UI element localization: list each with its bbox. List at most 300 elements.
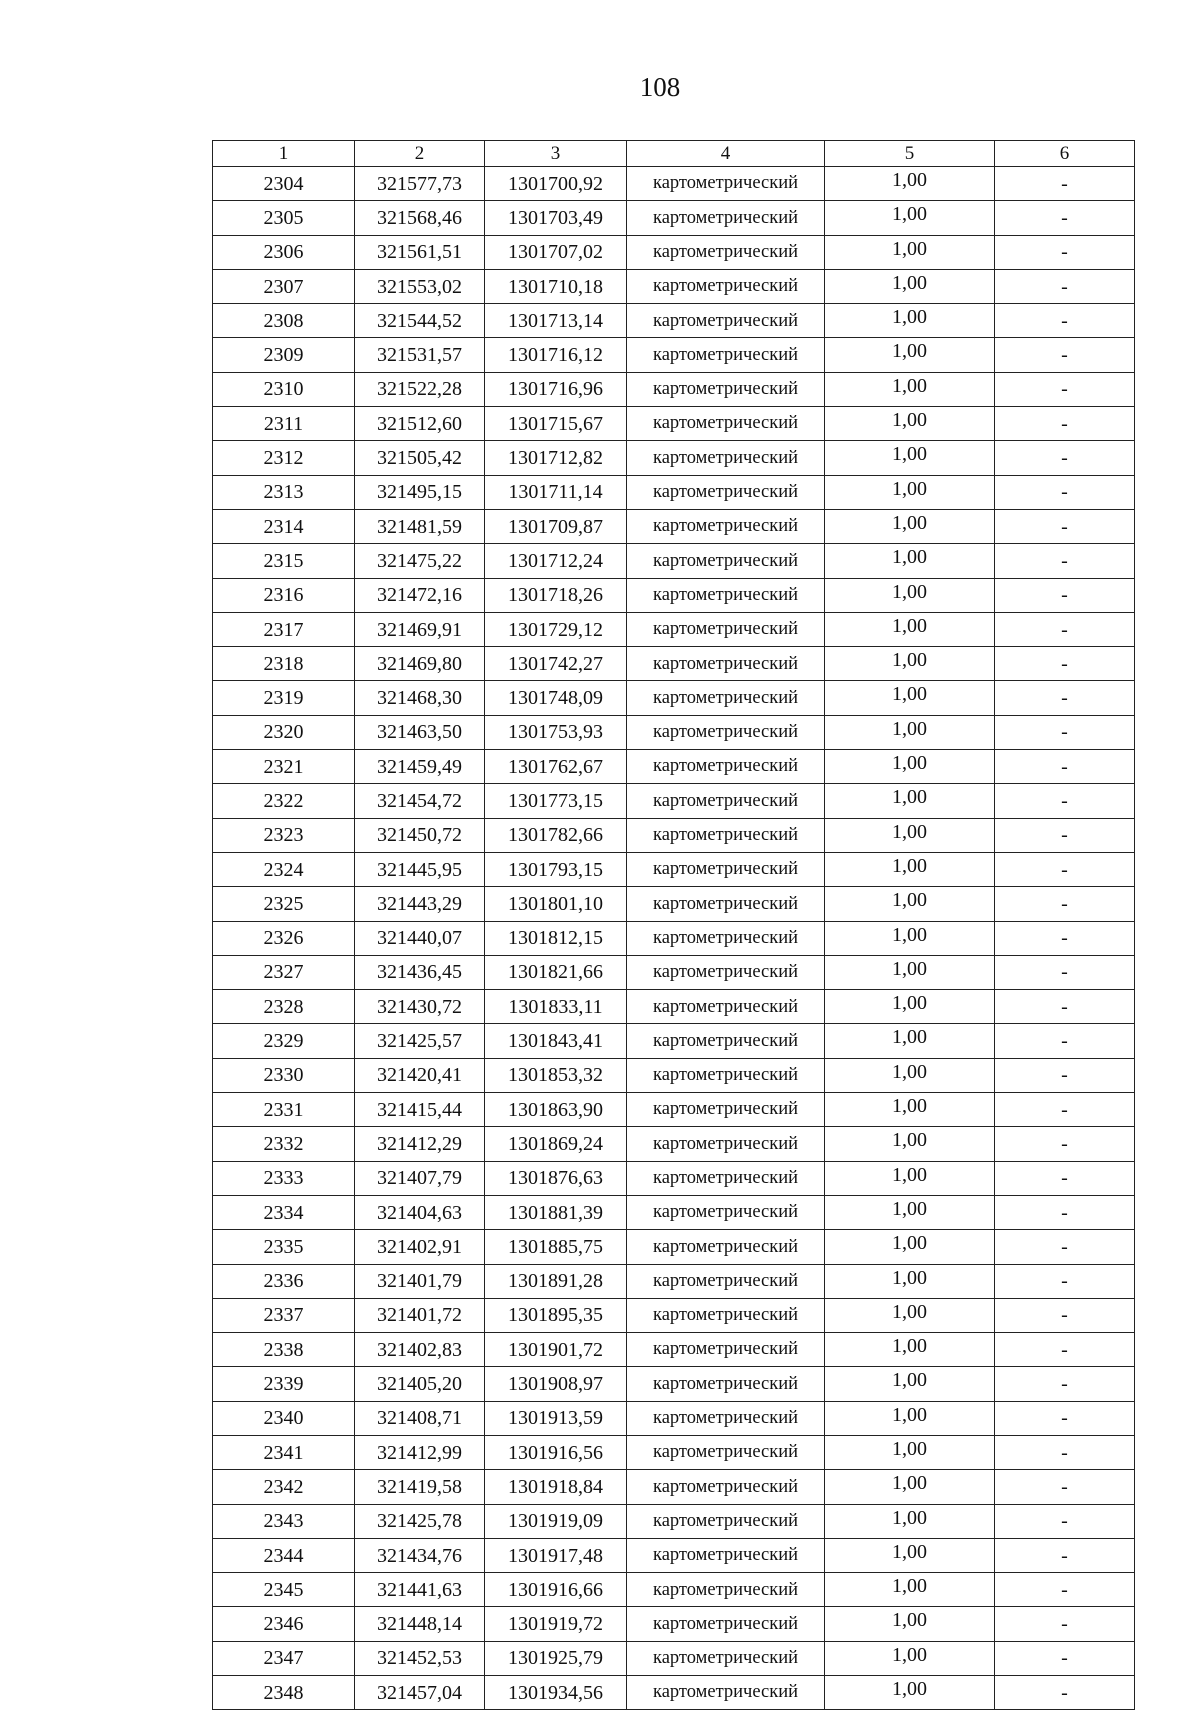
y-coordinate-cell: 1301716,12 — [485, 338, 627, 372]
table-row — [213, 338, 1135, 372]
table-row — [213, 647, 1135, 681]
point-number-cell: 2329 — [213, 1024, 355, 1058]
y-coordinate-cell: 1301901,72 — [485, 1333, 627, 1367]
y-coordinate-cell: 1301718,26 — [485, 578, 627, 612]
y-coordinate-cell: 1301913,59 — [485, 1401, 627, 1435]
precision-cell: 1,00 — [825, 1607, 995, 1641]
note-cell: - — [995, 1161, 1135, 1195]
x-coordinate-cell: 321434,76 — [355, 1538, 485, 1572]
note-cell: - — [995, 1058, 1135, 1092]
precision-cell: 1,00 — [825, 1676, 995, 1710]
table-row — [213, 955, 1135, 989]
table-row — [213, 1264, 1135, 1298]
note-cell: - — [995, 1024, 1135, 1058]
point-number-cell: 2315 — [213, 544, 355, 578]
table-body — [213, 167, 1135, 1710]
column-header-1: 1 — [213, 141, 355, 167]
method-cell: картометрический — [627, 235, 825, 269]
method-cell: картометрический — [627, 1298, 825, 1332]
method-cell: картометрический — [627, 818, 825, 852]
note-cell: - — [995, 544, 1135, 578]
table-row — [213, 750, 1135, 784]
precision-cell: 1,00 — [825, 235, 995, 269]
point-number-cell: 2327 — [213, 955, 355, 989]
point-number-cell: 2325 — [213, 887, 355, 921]
method-cell: картометрический — [627, 578, 825, 612]
note-cell: - — [995, 955, 1135, 989]
precision-cell: 1,00 — [825, 715, 995, 749]
note-cell: - — [995, 1401, 1135, 1435]
precision-cell: 1,00 — [825, 372, 995, 406]
note-cell: - — [995, 1573, 1135, 1607]
precision-cell: 1,00 — [825, 1024, 995, 1058]
precision-cell: 1,00 — [825, 681, 995, 715]
table-row — [213, 612, 1135, 646]
y-coordinate-cell: 1301881,39 — [485, 1195, 627, 1229]
table-row — [213, 509, 1135, 543]
y-coordinate-cell: 1301712,82 — [485, 441, 627, 475]
x-coordinate-cell: 321408,71 — [355, 1401, 485, 1435]
note-cell: - — [995, 407, 1135, 441]
table-row — [213, 1504, 1135, 1538]
y-coordinate-cell: 1301863,90 — [485, 1093, 627, 1127]
precision-cell: 1,00 — [825, 1127, 995, 1161]
y-coordinate-cell: 1301876,63 — [485, 1161, 627, 1195]
x-coordinate-cell: 321505,42 — [355, 441, 485, 475]
y-coordinate-cell: 1301707,02 — [485, 235, 627, 269]
table-row — [213, 852, 1135, 886]
method-cell: картометрический — [627, 1676, 825, 1710]
coordinates-table — [212, 140, 1135, 1710]
note-cell: - — [995, 1538, 1135, 1572]
table-row — [213, 1127, 1135, 1161]
x-coordinate-cell: 321457,04 — [355, 1676, 485, 1710]
point-number-cell: 2317 — [213, 612, 355, 646]
table-row — [213, 407, 1135, 441]
point-number-cell: 2310 — [213, 372, 355, 406]
note-cell: - — [995, 1367, 1135, 1401]
y-coordinate-cell: 1301895,35 — [485, 1298, 627, 1332]
note-cell: - — [995, 1230, 1135, 1264]
method-cell: картометрический — [627, 647, 825, 681]
note-cell: - — [995, 852, 1135, 886]
y-coordinate-cell: 1301710,18 — [485, 269, 627, 303]
table-row — [213, 990, 1135, 1024]
method-cell: картометрический — [627, 852, 825, 886]
note-cell: - — [995, 1127, 1135, 1161]
method-cell: картометрический — [627, 1333, 825, 1367]
x-coordinate-cell: 321412,29 — [355, 1127, 485, 1161]
column-header-5: 5 — [825, 141, 995, 167]
note-cell: - — [995, 921, 1135, 955]
note-cell: - — [995, 1435, 1135, 1469]
precision-cell: 1,00 — [825, 921, 995, 955]
point-number-cell: 2330 — [213, 1058, 355, 1092]
point-number-cell: 2337 — [213, 1298, 355, 1332]
y-coordinate-cell: 1301891,28 — [485, 1264, 627, 1298]
table-row — [213, 544, 1135, 578]
y-coordinate-cell: 1301703,49 — [485, 201, 627, 235]
x-coordinate-cell: 321463,50 — [355, 715, 485, 749]
point-number-cell: 2307 — [213, 269, 355, 303]
table-row — [213, 578, 1135, 612]
note-cell: - — [995, 1264, 1135, 1298]
y-coordinate-cell: 1301782,66 — [485, 818, 627, 852]
note-cell: - — [995, 1641, 1135, 1675]
method-cell: картометрический — [627, 1504, 825, 1538]
point-number-cell: 2328 — [213, 990, 355, 1024]
y-coordinate-cell: 1301793,15 — [485, 852, 627, 886]
precision-cell: 1,00 — [825, 784, 995, 818]
point-number-cell: 2347 — [213, 1641, 355, 1675]
x-coordinate-cell: 321450,72 — [355, 818, 485, 852]
x-coordinate-cell: 321561,51 — [355, 235, 485, 269]
x-coordinate-cell: 321407,79 — [355, 1161, 485, 1195]
method-cell: картометрический — [627, 1230, 825, 1264]
table-row — [213, 784, 1135, 818]
table-row — [213, 1333, 1135, 1367]
precision-cell: 1,00 — [825, 955, 995, 989]
y-coordinate-cell: 1301908,97 — [485, 1367, 627, 1401]
precision-cell: 1,00 — [825, 1573, 995, 1607]
x-coordinate-cell: 321469,80 — [355, 647, 485, 681]
x-coordinate-cell: 321401,72 — [355, 1298, 485, 1332]
x-coordinate-cell: 321481,59 — [355, 509, 485, 543]
y-coordinate-cell: 1301729,12 — [485, 612, 627, 646]
x-coordinate-cell: 321472,16 — [355, 578, 485, 612]
table-row — [213, 475, 1135, 509]
note-cell: - — [995, 1195, 1135, 1229]
point-number-cell: 2332 — [213, 1127, 355, 1161]
x-coordinate-cell: 321440,07 — [355, 921, 485, 955]
point-number-cell: 2319 — [213, 681, 355, 715]
method-cell: картометрический — [627, 715, 825, 749]
precision-cell: 1,00 — [825, 304, 995, 338]
note-cell: - — [995, 715, 1135, 749]
note-cell: - — [995, 509, 1135, 543]
table-row — [213, 1470, 1135, 1504]
y-coordinate-cell: 1301709,87 — [485, 509, 627, 543]
note-cell: - — [995, 990, 1135, 1024]
note-cell: - — [995, 1333, 1135, 1367]
note-cell: - — [995, 1298, 1135, 1332]
x-coordinate-cell: 321404,63 — [355, 1195, 485, 1229]
point-number-cell: 2346 — [213, 1607, 355, 1641]
precision-cell: 1,00 — [825, 647, 995, 681]
x-coordinate-cell: 321402,83 — [355, 1333, 485, 1367]
method-cell: картометрический — [627, 338, 825, 372]
method-cell: картометрический — [627, 201, 825, 235]
column-header-2: 2 — [355, 141, 485, 167]
y-coordinate-cell: 1301716,96 — [485, 372, 627, 406]
precision-cell: 1,00 — [825, 407, 995, 441]
precision-cell: 1,00 — [825, 1367, 995, 1401]
column-header-4: 4 — [627, 141, 825, 167]
table-row — [213, 1298, 1135, 1332]
point-number-cell: 2323 — [213, 818, 355, 852]
table-row — [213, 1024, 1135, 1058]
x-coordinate-cell: 321452,53 — [355, 1641, 485, 1675]
x-coordinate-cell: 321425,78 — [355, 1504, 485, 1538]
method-cell: картометрический — [627, 1161, 825, 1195]
method-cell: картометрический — [627, 1573, 825, 1607]
point-number-cell: 2336 — [213, 1264, 355, 1298]
precision-cell: 1,00 — [825, 578, 995, 612]
note-cell: - — [995, 681, 1135, 715]
x-coordinate-cell: 321469,91 — [355, 612, 485, 646]
table-row — [213, 441, 1135, 475]
y-coordinate-cell: 1301916,56 — [485, 1435, 627, 1469]
point-number-cell: 2322 — [213, 784, 355, 818]
note-cell: - — [995, 578, 1135, 612]
point-number-cell: 2309 — [213, 338, 355, 372]
method-cell: картометрический — [627, 990, 825, 1024]
table-row — [213, 201, 1135, 235]
note-cell: - — [995, 1676, 1135, 1710]
page-number: 108 — [639, 72, 681, 102]
method-cell: картометрический — [627, 1367, 825, 1401]
y-coordinate-cell: 1301919,09 — [485, 1504, 627, 1538]
point-number-cell: 2316 — [213, 578, 355, 612]
x-coordinate-cell: 321405,20 — [355, 1367, 485, 1401]
point-number-cell: 2344 — [213, 1538, 355, 1572]
y-coordinate-cell: 1301742,27 — [485, 647, 627, 681]
table-row — [213, 1058, 1135, 1092]
table-row — [213, 1607, 1135, 1641]
method-cell: картометрический — [627, 1024, 825, 1058]
method-cell: картометрический — [627, 1435, 825, 1469]
x-coordinate-cell: 321412,99 — [355, 1435, 485, 1469]
precision-cell: 1,00 — [825, 1333, 995, 1367]
method-cell: картометрический — [627, 1127, 825, 1161]
point-number-cell: 2312 — [213, 441, 355, 475]
x-coordinate-cell: 321430,72 — [355, 990, 485, 1024]
x-coordinate-cell: 321454,72 — [355, 784, 485, 818]
y-coordinate-cell: 1301925,79 — [485, 1641, 627, 1675]
point-number-cell: 2314 — [213, 509, 355, 543]
note-cell: - — [995, 269, 1135, 303]
precision-cell: 1,00 — [825, 1264, 995, 1298]
table-row — [213, 269, 1135, 303]
y-coordinate-cell: 1301801,10 — [485, 887, 627, 921]
point-number-cell: 2341 — [213, 1435, 355, 1469]
x-coordinate-cell: 321445,95 — [355, 852, 485, 886]
x-coordinate-cell: 321401,79 — [355, 1264, 485, 1298]
x-coordinate-cell: 321448,14 — [355, 1607, 485, 1641]
precision-cell: 1,00 — [825, 1058, 995, 1092]
precision-cell: 1,00 — [825, 1195, 995, 1229]
y-coordinate-cell: 1301917,48 — [485, 1538, 627, 1572]
y-coordinate-cell: 1301833,11 — [485, 990, 627, 1024]
point-number-cell: 2345 — [213, 1573, 355, 1607]
note-cell: - — [995, 1504, 1135, 1538]
table-row — [213, 1538, 1135, 1572]
table-row — [213, 818, 1135, 852]
precision-cell: 1,00 — [825, 990, 995, 1024]
note-cell: - — [995, 1093, 1135, 1127]
point-number-cell: 2338 — [213, 1333, 355, 1367]
y-coordinate-cell: 1301715,67 — [485, 407, 627, 441]
y-coordinate-cell: 1301713,14 — [485, 304, 627, 338]
table-row — [213, 1161, 1135, 1195]
note-cell: - — [995, 612, 1135, 646]
point-number-cell: 2306 — [213, 235, 355, 269]
y-coordinate-cell: 1301748,09 — [485, 681, 627, 715]
point-number-cell: 2340 — [213, 1401, 355, 1435]
y-coordinate-cell: 1301812,15 — [485, 921, 627, 955]
precision-cell: 1,00 — [825, 1230, 995, 1264]
point-number-cell: 2313 — [213, 475, 355, 509]
precision-cell: 1,00 — [825, 1504, 995, 1538]
y-coordinate-cell: 1301885,75 — [485, 1230, 627, 1264]
method-cell: картометрический — [627, 750, 825, 784]
x-coordinate-cell: 321475,22 — [355, 544, 485, 578]
x-coordinate-cell: 321402,91 — [355, 1230, 485, 1264]
precision-cell: 1,00 — [825, 1401, 995, 1435]
table-row — [213, 1230, 1135, 1264]
note-cell: - — [995, 235, 1135, 269]
point-number-cell: 2308 — [213, 304, 355, 338]
x-coordinate-cell: 321441,63 — [355, 1573, 485, 1607]
point-number-cell: 2335 — [213, 1230, 355, 1264]
x-coordinate-cell: 321419,58 — [355, 1470, 485, 1504]
method-cell: картометрический — [627, 509, 825, 543]
point-number-cell: 2334 — [213, 1195, 355, 1229]
method-cell: картометрический — [627, 441, 825, 475]
point-number-cell: 2326 — [213, 921, 355, 955]
method-cell: картометрический — [627, 1058, 825, 1092]
x-coordinate-cell: 321415,44 — [355, 1093, 485, 1127]
x-coordinate-cell: 321420,41 — [355, 1058, 485, 1092]
column-header-6: 6 — [995, 141, 1135, 167]
point-number-cell: 2321 — [213, 750, 355, 784]
method-cell: картометрический — [627, 1470, 825, 1504]
precision-cell: 1,00 — [825, 269, 995, 303]
y-coordinate-cell: 1301753,93 — [485, 715, 627, 749]
table-row — [213, 167, 1135, 201]
precision-cell: 1,00 — [825, 1538, 995, 1572]
method-cell: картометрический — [627, 1264, 825, 1298]
y-coordinate-cell: 1301711,14 — [485, 475, 627, 509]
note-cell: - — [995, 167, 1135, 201]
precision-cell: 1,00 — [825, 612, 995, 646]
precision-cell: 1,00 — [825, 544, 995, 578]
table-row — [213, 1573, 1135, 1607]
note-cell: - — [995, 1470, 1135, 1504]
table-row — [213, 921, 1135, 955]
y-coordinate-cell: 1301869,24 — [485, 1127, 627, 1161]
note-cell: - — [995, 441, 1135, 475]
point-number-cell: 2311 — [213, 407, 355, 441]
y-coordinate-cell: 1301712,24 — [485, 544, 627, 578]
point-number-cell: 2331 — [213, 1093, 355, 1127]
precision-cell: 1,00 — [825, 1641, 995, 1675]
x-coordinate-cell: 321577,73 — [355, 167, 485, 201]
method-cell: картометрический — [627, 475, 825, 509]
y-coordinate-cell: 1301821,66 — [485, 955, 627, 989]
y-coordinate-cell: 1301843,41 — [485, 1024, 627, 1058]
method-cell: картометрический — [627, 1195, 825, 1229]
method-cell: картометрический — [627, 167, 825, 201]
precision-cell: 1,00 — [825, 1298, 995, 1332]
y-coordinate-cell: 1301934,56 — [485, 1676, 627, 1710]
method-cell: картометрический — [627, 1538, 825, 1572]
method-cell: картометрический — [627, 955, 825, 989]
method-cell: картометрический — [627, 1607, 825, 1641]
precision-cell: 1,00 — [825, 509, 995, 543]
table-row — [213, 304, 1135, 338]
point-number-cell: 2324 — [213, 852, 355, 886]
table-row — [213, 1676, 1135, 1710]
note-cell: - — [995, 887, 1135, 921]
table-row — [213, 1641, 1135, 1675]
x-coordinate-cell: 321568,46 — [355, 201, 485, 235]
x-coordinate-cell: 321531,57 — [355, 338, 485, 372]
table-row — [213, 715, 1135, 749]
precision-cell: 1,00 — [825, 201, 995, 235]
point-number-cell: 2320 — [213, 715, 355, 749]
method-cell: картометрический — [627, 304, 825, 338]
method-cell: картометрический — [627, 681, 825, 715]
point-number-cell: 2333 — [213, 1161, 355, 1195]
precision-cell: 1,00 — [825, 818, 995, 852]
point-number-cell: 2339 — [213, 1367, 355, 1401]
note-cell: - — [995, 475, 1135, 509]
x-coordinate-cell: 321522,28 — [355, 372, 485, 406]
method-cell: картометрический — [627, 544, 825, 578]
note-cell: - — [995, 784, 1135, 818]
x-coordinate-cell: 321425,57 — [355, 1024, 485, 1058]
point-number-cell: 2318 — [213, 647, 355, 681]
precision-cell: 1,00 — [825, 887, 995, 921]
precision-cell: 1,00 — [825, 1093, 995, 1127]
column-header-3: 3 — [485, 141, 627, 167]
x-coordinate-cell: 321436,45 — [355, 955, 485, 989]
x-coordinate-cell: 321512,60 — [355, 407, 485, 441]
note-cell: - — [995, 304, 1135, 338]
x-coordinate-cell: 321468,30 — [355, 681, 485, 715]
x-coordinate-cell: 321443,29 — [355, 887, 485, 921]
table-row — [213, 1093, 1135, 1127]
method-cell: картометрический — [627, 269, 825, 303]
method-cell: картометрический — [627, 612, 825, 646]
x-coordinate-cell: 321553,02 — [355, 269, 485, 303]
point-number-cell: 2343 — [213, 1504, 355, 1538]
point-number-cell: 2304 — [213, 167, 355, 201]
point-number-cell: 2342 — [213, 1470, 355, 1504]
x-coordinate-cell: 321495,15 — [355, 475, 485, 509]
x-coordinate-cell: 321544,52 — [355, 304, 485, 338]
y-coordinate-cell: 1301919,72 — [485, 1607, 627, 1641]
y-coordinate-cell: 1301918,84 — [485, 1470, 627, 1504]
precision-cell: 1,00 — [825, 1161, 995, 1195]
table-row — [213, 372, 1135, 406]
note-cell: - — [995, 201, 1135, 235]
precision-cell: 1,00 — [825, 338, 995, 372]
note-cell: - — [995, 818, 1135, 852]
y-coordinate-cell: 1301700,92 — [485, 167, 627, 201]
table-row — [213, 1367, 1135, 1401]
y-coordinate-cell: 1301853,32 — [485, 1058, 627, 1092]
note-cell: - — [995, 372, 1135, 406]
x-coordinate-cell: 321459,49 — [355, 750, 485, 784]
method-cell: картометрический — [627, 372, 825, 406]
method-cell: картометрический — [627, 407, 825, 441]
point-number-cell: 2305 — [213, 201, 355, 235]
precision-cell: 1,00 — [825, 852, 995, 886]
table-row — [213, 235, 1135, 269]
method-cell: картометрический — [627, 1093, 825, 1127]
